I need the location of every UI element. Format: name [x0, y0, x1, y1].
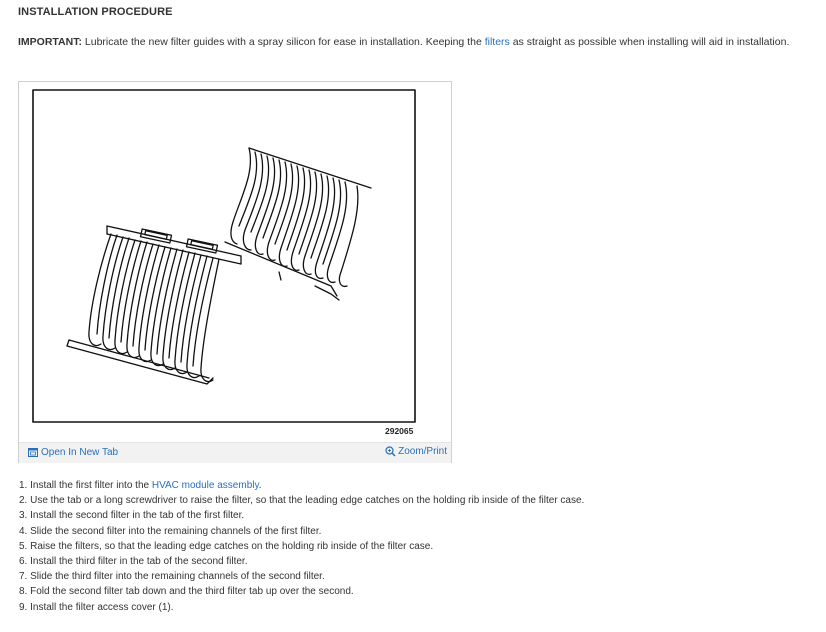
step-text: .: [258, 480, 262, 491]
step-number: 6.: [19, 555, 28, 567]
step-item: [19, 600, 584, 615]
step-item: [19, 539, 584, 554]
step-text: Install the second filter in the tab of the first filter.: [27, 510, 245, 522]
step-number: 8.: [19, 586, 28, 598]
figure-number: 292065: [385, 426, 414, 436]
lower-filter-pleats: [89, 234, 219, 382]
upper-filter-pleats: [231, 148, 358, 286]
magnifier-icon: [385, 446, 396, 457]
step-item: [19, 584, 584, 599]
step-item: [19, 478, 584, 493]
page-title: INSTALLATION PROCEDURE: [18, 6, 173, 18]
hvac-module-assembly-link[interactable]: HVAC module assembly: [151, 480, 259, 491]
figure-container: [18, 81, 452, 463]
step-item: [19, 554, 584, 569]
step-text: Use the tab or a long screwdriver to raise the filter, so that the leading edge catches on the holding rib inside of the filter case.: [27, 495, 585, 507]
step-number: 1.: [19, 480, 28, 491]
step-text: Install the first filter into the: [27, 480, 152, 491]
figure-toolbar: [19, 442, 451, 463]
step-text: Slide the third filter into the remaining channels of the second filter.: [27, 571, 325, 583]
step-text: Raise the filters, so that the leading edge catches on the holding rib inside of the filter case.: [27, 540, 434, 552]
important-note: [18, 36, 818, 48]
step-text: Install the filter access cover (1).: [27, 601, 174, 613]
step-item: [19, 569, 584, 584]
open-in-new-tab-icon: [28, 448, 38, 457]
step-item: [19, 524, 584, 539]
step-number: 5.: [19, 540, 28, 552]
step-number: 3.: [19, 510, 28, 522]
step-text: Slide the second filter into the remaining channels of the first filter.: [27, 525, 322, 537]
step-text: Fold the second filter tab down and the third filter tab up over the second.: [27, 586, 354, 598]
step-number: 9.: [19, 601, 28, 613]
step-number: 2.: [19, 495, 28, 507]
step-item: [19, 508, 584, 523]
step-number: 7.: [19, 571, 28, 583]
important-text-after: as straight as possible when installing will aid in installation.: [509, 36, 790, 48]
open-in-new-tab-button[interactable]: [28, 447, 118, 458]
filters-link[interactable]: filters: [484, 36, 510, 48]
zoom-print-label: Zoom/Print: [398, 446, 447, 457]
filter-installation-diagram[interactable]: [19, 82, 451, 442]
step-text: Install the third filter in the tab of the second filter.: [27, 555, 248, 567]
open-in-new-tab-label: Open In New Tab: [41, 447, 119, 458]
installation-steps: [19, 478, 584, 615]
zoom-print-button[interactable]: [385, 446, 447, 457]
step-item: [19, 493, 584, 508]
important-label: IMPORTANT:: [18, 36, 82, 48]
step-number: 4.: [19, 525, 28, 537]
important-text-before: Lubricate the new filter guides with a spray silicon for ease in installation. Keeping the: [81, 36, 485, 48]
